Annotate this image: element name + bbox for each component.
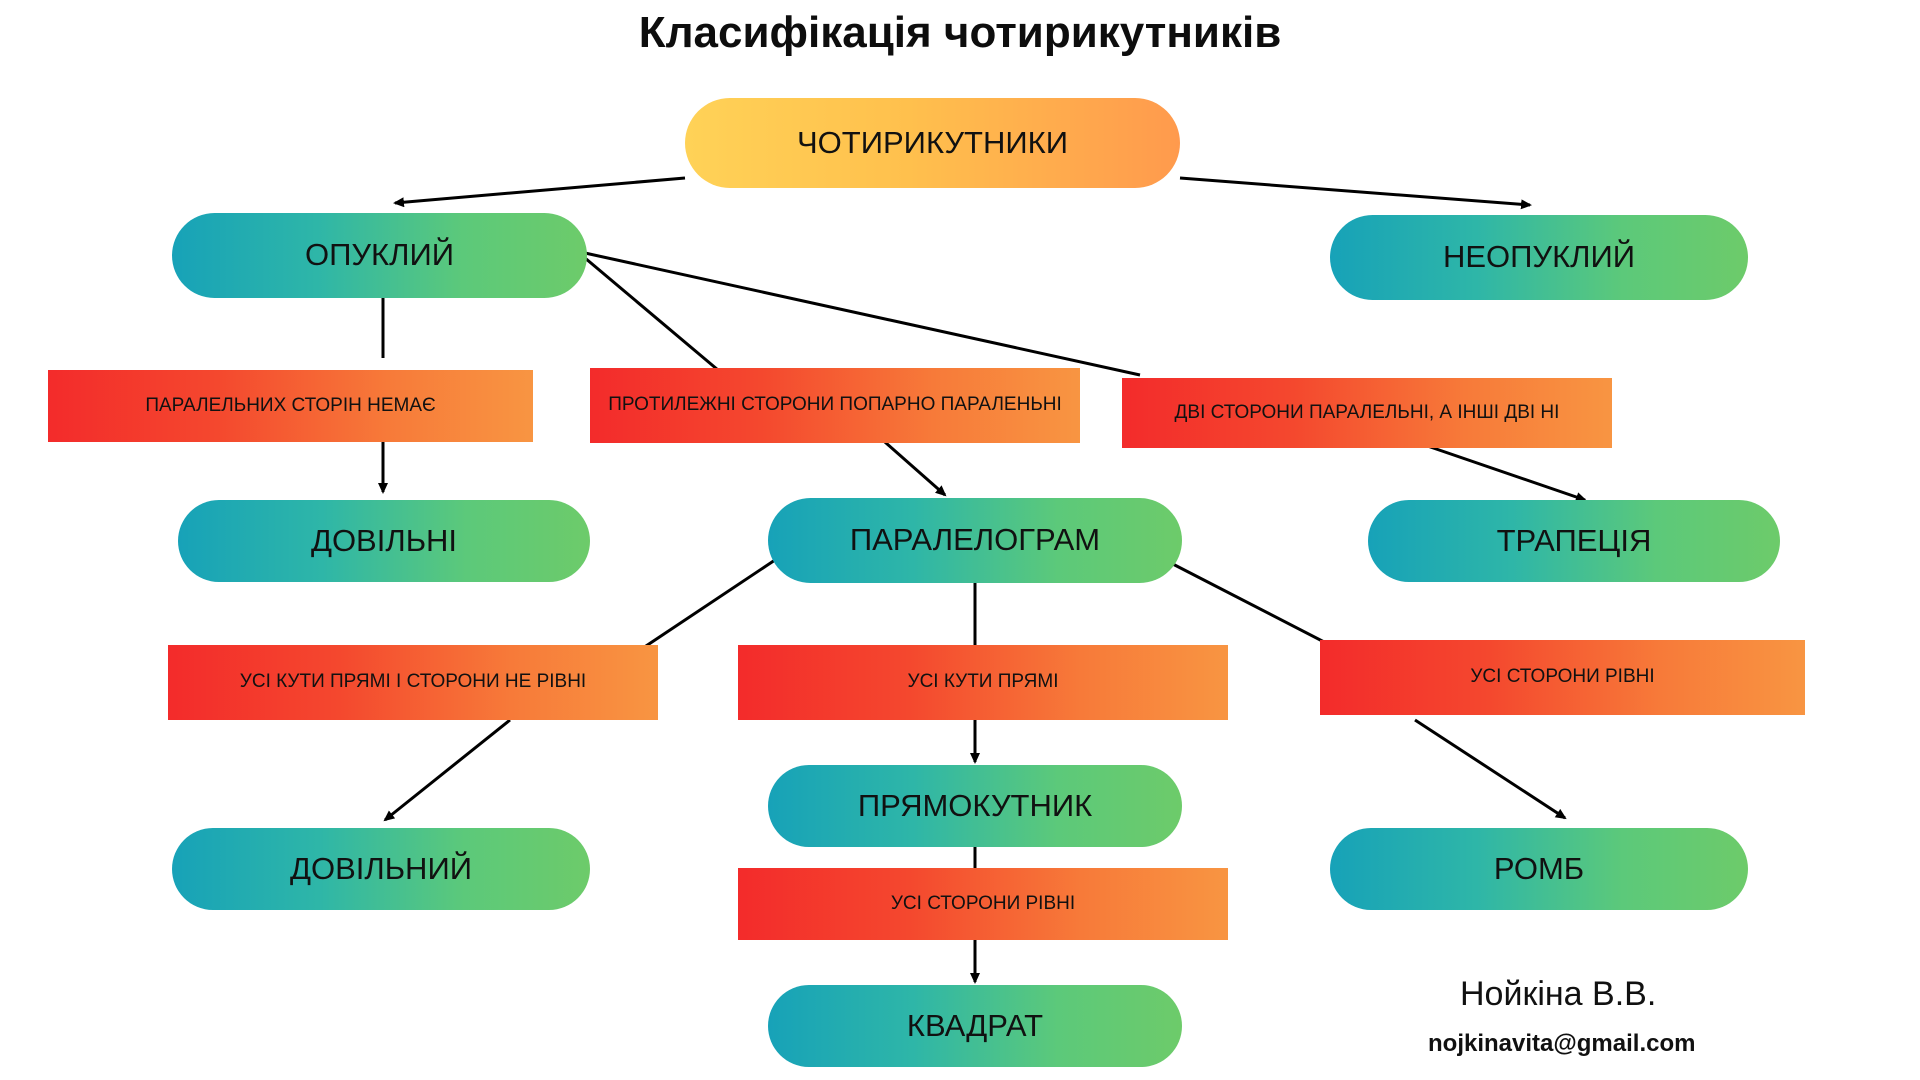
edge-parallelogram-band4 [640, 560, 775, 650]
edge-quad-convex [395, 178, 685, 203]
node-convex[interactable] [172, 213, 587, 298]
condition-label: УСІ СТОРОНИ РІВНІ [890, 892, 1076, 914]
node-arbitrary-quadrilaterals[interactable] [178, 500, 590, 582]
condition-label: ПАРАЛЕЛЬНИХ СТОРІН НЕМАЄ [145, 394, 436, 416]
node-rectangle[interactable] [768, 765, 1182, 847]
condition-no-parallel [48, 370, 533, 442]
node-label: НЕОПУКЛИЙ [1442, 239, 1636, 275]
node-arbitrary-parallelogram[interactable] [172, 828, 590, 910]
condition-label: УСІ КУТИ ПРЯМІ І СТОРОНИ НЕ РІВНІ [239, 671, 587, 693]
edge-convex-band3 [585, 253, 1140, 375]
condition-all-sides-equal-right [1320, 640, 1805, 715]
condition-label: УСІ КУТИ ПРЯМІ [907, 671, 1059, 693]
edge-band4-arbitrary2 [385, 720, 510, 820]
edge-parallelogram-band6 [1165, 560, 1330, 645]
node-label: ЧОТИРИКУТНИКИ [797, 124, 1068, 160]
condition-label: ПРОТИЛЕЖНІ СТОРОНИ ПОПАРНО ПАРАЛЕНЬНІ [608, 394, 1062, 416]
node-label: ДОВІЛЬНІ [310, 522, 458, 558]
node-quadrilaterals[interactable] [685, 98, 1180, 188]
node-label: ДОВІЛЬНИЙ [289, 850, 473, 886]
condition-all-sides-equal-center [738, 868, 1228, 940]
condition-label: УСІ СТОРОНИ РІВНІ [1470, 666, 1655, 688]
page-title: Класифікація чотирикутників [638, 8, 1282, 57]
node-label: ОПУКЛИЙ [304, 237, 455, 273]
author-name: Нойкіна В.В. [1460, 975, 1657, 1013]
condition-all-right-angles [738, 645, 1228, 720]
edge-band3-trapezoid [1410, 440, 1585, 500]
node-rhombus[interactable] [1330, 828, 1748, 910]
node-square[interactable] [768, 985, 1182, 1067]
condition-opposite-parallel [590, 368, 1080, 443]
edge-quad-nonconvex [1180, 178, 1530, 205]
node-label: ПРЯМОКУТНИК [857, 787, 1093, 823]
node-label: КВАДРАТ [906, 1007, 1044, 1043]
node-label: ПАРАЛЕЛОГРАМ [849, 522, 1101, 558]
edge-band6-rhombus [1415, 720, 1565, 818]
node-nonconvex[interactable] [1330, 215, 1748, 300]
condition-label: ДВІ СТОРОНИ ПАРАЛЕЛЬНІ, А ІНШІ ДВІ НІ [1174, 401, 1560, 423]
node-label: ТРАПЕЦІЯ [1496, 522, 1652, 558]
condition-right-angles-sides-unequal [168, 645, 658, 720]
condition-two-parallel [1122, 378, 1612, 448]
edge-convex-band2 [585, 258, 718, 370]
node-trapezoid[interactable] [1368, 500, 1780, 582]
node-label: РОМБ [1493, 850, 1585, 886]
node-parallelogram[interactable] [768, 498, 1182, 583]
author-email: nojkinavita@gmail.com [1428, 1030, 1696, 1057]
